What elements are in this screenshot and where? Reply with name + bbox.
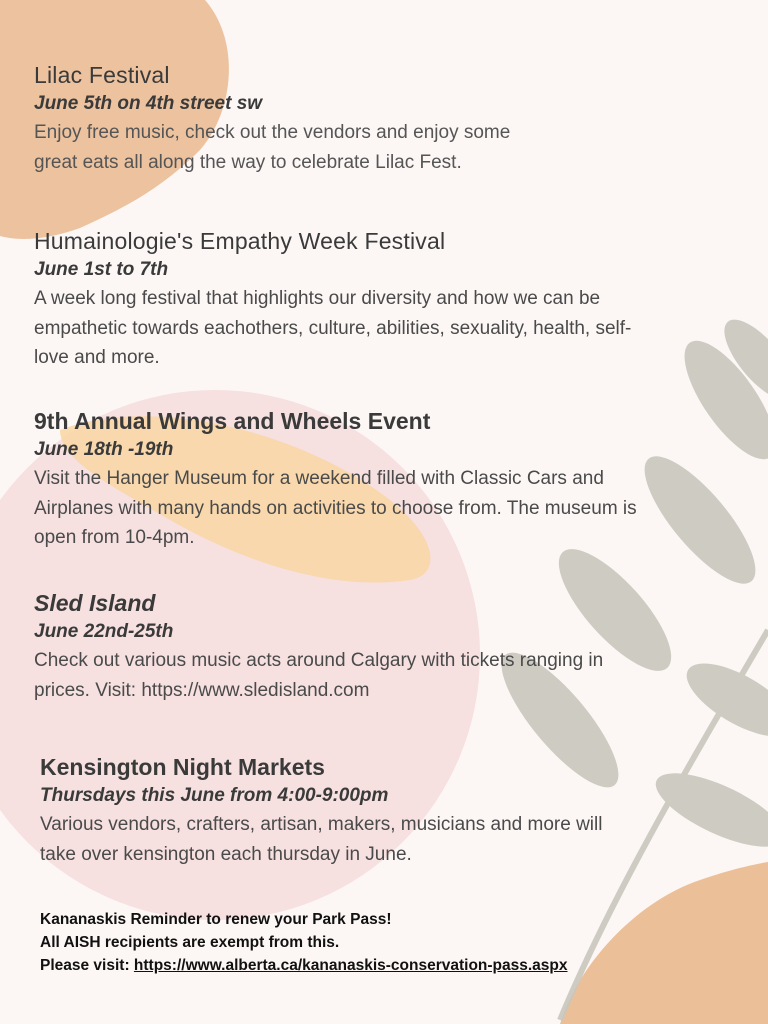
event-date: Thursdays this June from 4:00-9:00pm: [40, 785, 389, 806]
event-description: Enjoy free music, check out the vendors and enjoy some great eats all along the way to celebrate Lilac Fest.: [34, 122, 511, 173]
event-title: Humainologie's Empathy Week Festival: [34, 228, 446, 254]
event-title: Kensington Night Markets: [40, 754, 325, 780]
kananaskis-pass-link[interactable]: https://www.alberta.ca/kananaskis-conservation-pass.aspx: [133, 957, 568, 974]
event-description: Various vendors, crafters, artisan, makers, musicians and more will take over kensington each thursday in June.: [40, 814, 603, 865]
event-date: June 5th on 4th street sw: [34, 93, 263, 114]
event-title: Lilac Festival: [34, 62, 170, 88]
event-date: June 18th -19th: [34, 439, 174, 460]
reminder-line-2: All AISH recipients are exempt from this.: [40, 934, 340, 951]
event-description: Check out various music acts around Calgary with tickets ranging in prices. Visit: https://www.sledisland.com: [34, 650, 604, 701]
event-empathy-week: [34, 226, 754, 373]
event-title: Sled Island: [34, 590, 156, 616]
event-description: A week long festival that highlights our diversity and how we can be empathetic towards eachothers, culture, abilities, sexuality, health, self- love and more.: [34, 288, 632, 368]
park-pass-reminder: [40, 908, 740, 977]
event-date: June 22nd-25th: [34, 621, 174, 642]
event-sled-island: [34, 588, 754, 705]
event-title: 9th Annual Wings and Wheels Event: [34, 408, 431, 434]
event-date: June 1st to 7th: [34, 259, 169, 280]
reminder-line-3: Please visit: https://www.alberta.ca/kananaskis-conservation-pass.aspx: [40, 957, 568, 974]
event-lilac-festival: [34, 60, 754, 177]
event-wings-and-wheels: [34, 406, 754, 553]
reminder-line-1: Kananaskis Reminder to renew your Park Pass!: [40, 911, 392, 928]
event-kensington-night-markets: [40, 752, 760, 869]
event-description: Visit the Hanger Museum for a weekend filled with Classic Cars and Airplanes with many hands on activities to choose from. The museum is open from 10-4pm.: [34, 468, 637, 548]
